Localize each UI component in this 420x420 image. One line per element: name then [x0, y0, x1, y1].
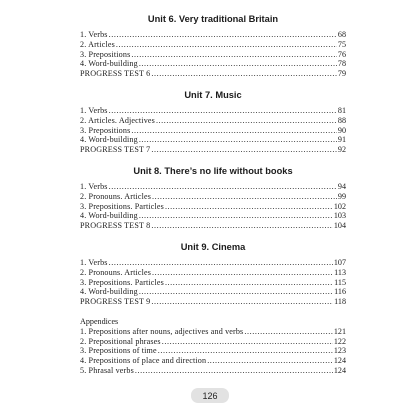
toc-entry-label: 3. Prepositions. Particles: [80, 201, 164, 211]
toc-entry: [80, 366, 346, 376]
toc-entry-page: 123: [333, 346, 346, 356]
appendices-section: [80, 317, 346, 376]
unit-section-6: [80, 13, 346, 79]
toc-entry-page: 115: [334, 277, 346, 287]
toc-entry-page: 76: [337, 49, 346, 59]
toc-entry-page: 122: [333, 336, 346, 346]
unit-heading: Unit 9. Cinema: [180, 241, 246, 252]
toc-entry: [80, 40, 346, 50]
toc-entry: [80, 278, 346, 288]
toc-entry: [80, 346, 346, 356]
toc-entry-page: 118: [334, 297, 346, 307]
toc-entry-label: PROGRESS TEST 8: [80, 221, 151, 231]
dot-leader: [116, 40, 337, 50]
toc-entry-progress-test: [80, 297, 346, 307]
toc-entry-page: 124: [333, 365, 346, 375]
toc-entry-page: 116: [334, 287, 346, 297]
toc-entry-page: 107: [333, 257, 346, 267]
toc-entry: [80, 116, 346, 126]
dot-leader: [244, 327, 333, 337]
toc-entry-label: PROGRESS TEST 9: [80, 297, 151, 307]
toc-entry-label: 4. Word-building: [80, 287, 138, 297]
toc-entry: [80, 106, 346, 116]
toc-entry: [80, 135, 346, 145]
dot-leader: [156, 116, 337, 126]
toc-entry-page: 91: [337, 135, 346, 145]
toc-entry-progress-test: [80, 69, 346, 79]
toc-entry-label: 3. Prepositions: [80, 125, 131, 135]
dot-leader: [131, 50, 337, 60]
toc-entry: [80, 59, 346, 69]
table-of-contents: [80, 13, 346, 386]
toc-entry: [80, 287, 346, 297]
toc-entry-label: 2. Articles. Adjectives: [80, 115, 155, 125]
dot-leader: [109, 30, 337, 40]
toc-entry: [80, 126, 346, 136]
toc-entry-page: 121: [333, 326, 346, 336]
toc-entry: [80, 182, 346, 192]
toc-entry-page: 102: [333, 201, 346, 211]
toc-entry-label: 4. Word-building: [80, 211, 138, 221]
toc-entry-label: 4. Prepositions of place and direction: [80, 356, 207, 366]
dot-leader: [139, 211, 333, 221]
toc-entry: [80, 202, 346, 212]
toc-entry-page: 78: [337, 59, 346, 69]
toc-entry: [80, 356, 346, 366]
dot-leader: [151, 69, 337, 79]
dot-leader: [165, 202, 333, 212]
dot-leader: [139, 135, 337, 145]
dot-leader: [151, 145, 337, 155]
toc-entry-page: 81: [337, 105, 346, 115]
dot-leader: [165, 278, 333, 288]
toc-entry: [80, 192, 346, 202]
toc-entry: [80, 211, 346, 221]
toc-entry-label: 3. Prepositions. Particles: [80, 277, 164, 287]
toc-entry-progress-test: [80, 145, 346, 155]
toc-entry-page: 79: [337, 69, 346, 79]
appendices-heading: Appendices: [80, 316, 119, 326]
toc-entry: [80, 337, 346, 347]
dot-leader: [158, 346, 333, 356]
toc-entry: [80, 50, 346, 60]
toc-entry: [80, 30, 346, 40]
dot-leader: [139, 59, 337, 69]
toc-entry-page: 68: [337, 30, 346, 39]
dot-leader: [162, 337, 333, 347]
toc-entry-page: 94: [337, 181, 346, 191]
dot-leader: [109, 106, 337, 116]
toc-entry: [80, 258, 346, 268]
unit-heading: Unit 7. Music: [184, 89, 242, 100]
toc-entry-label: 4. Word-building: [80, 59, 138, 69]
toc-entry-page: 113: [334, 267, 346, 277]
dot-leader: [109, 182, 337, 192]
toc-entry-label: 3. Prepositions of time: [80, 346, 157, 356]
toc-entry-progress-test: [80, 221, 346, 231]
dot-leader: [151, 221, 333, 231]
toc-entry-page: 90: [337, 125, 346, 135]
unit-section-8: [80, 165, 346, 231]
dot-leader: [139, 287, 333, 297]
toc-entry-page: 124: [333, 356, 346, 366]
toc-entry-label: 1. Prepositions after nouns, adjectives and verbs: [80, 326, 244, 336]
toc-entry-page: 75: [337, 39, 346, 49]
toc-entry-label: 2. Prepositional phrases: [80, 336, 161, 346]
toc-entry-page: 99: [337, 191, 346, 201]
toc-entry-label: 1. Verbs: [80, 257, 108, 267]
toc-entry: [80, 268, 346, 278]
page-number: 126: [202, 390, 218, 401]
toc-entry-label: PROGRESS TEST 6: [80, 69, 151, 79]
toc-entry-page: 103: [333, 211, 346, 221]
toc-entry-label: 3. Prepositions: [80, 49, 131, 59]
toc-entry-label: 2. Pronouns. Articles: [80, 191, 152, 201]
dot-leader: [207, 356, 333, 366]
toc-entry-label: 1. Verbs: [80, 105, 108, 115]
toc-entry-page: 104: [333, 221, 346, 231]
toc-entry-label: 1. Verbs: [80, 181, 108, 191]
dot-leader: [131, 126, 337, 136]
toc-entry-page: 92: [337, 145, 346, 155]
toc-entry-page: 88: [337, 115, 346, 125]
dot-leader: [109, 258, 333, 268]
dot-leader: [151, 297, 333, 307]
toc-entry-label: 5. Phrasal verbs: [80, 365, 134, 375]
dot-leader: [135, 366, 333, 376]
dot-leader: [152, 268, 333, 278]
unit-heading: Unit 6. Very traditional Britain: [147, 14, 279, 24]
toc-entry-label: 2. Articles: [80, 39, 115, 49]
toc-entry-label: 4. Word-building: [80, 135, 138, 145]
dot-leader: [152, 192, 337, 202]
unit-heading: Unit 8. There’s no life without books: [133, 165, 293, 176]
page-number-badge: [191, 388, 229, 403]
toc-entry-label: PROGRESS TEST 7: [80, 145, 151, 155]
toc-entry-label: 1. Verbs: [80, 30, 108, 39]
toc-entry-label: 2. Pronouns. Articles: [80, 267, 152, 277]
unit-section-7: [80, 89, 346, 155]
unit-section-9: [80, 241, 346, 307]
toc-entry: [80, 327, 346, 337]
